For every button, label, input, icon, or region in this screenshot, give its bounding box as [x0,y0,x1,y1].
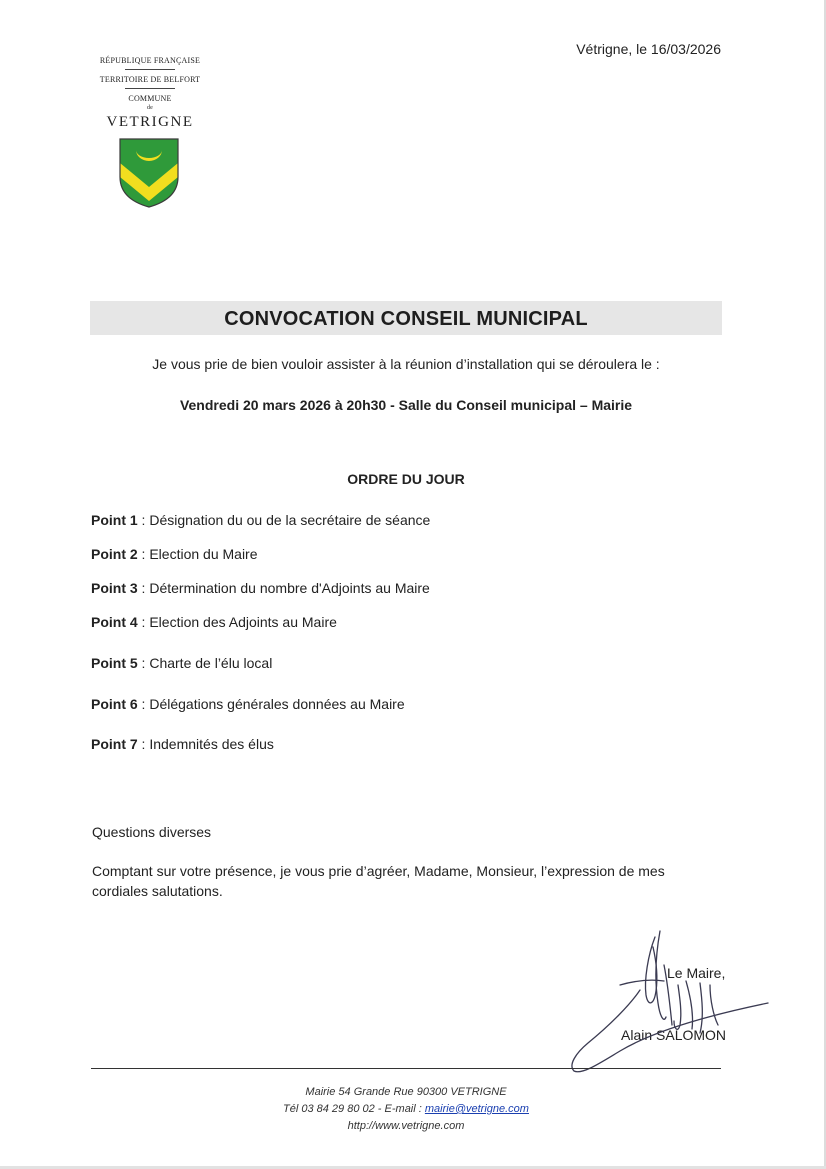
point-label: Point 3 [91,580,138,596]
agenda-point [91,512,430,528]
agenda-point [91,614,337,630]
point-label: Point 4 [91,614,138,630]
point-label: Point 6 [91,696,138,712]
agenda-point [91,546,258,562]
mayor-role: Le Maire, [667,965,726,981]
point-text: : Détermination du nombre d'Adjoints au Maire [137,580,430,596]
intro-text: Je vous prie de bien vouloir assister à la réunion d’installation qui se déroulera le : [152,356,660,372]
footer-address: Mairie 54 Grande Rue 90300 VETRIGNE [305,1086,507,1098]
agenda-point [91,696,405,712]
point-label: Point 2 [91,546,138,562]
point-text: : Election du Maire [137,546,258,562]
point-text: : Indemnités des élus [137,736,274,752]
footer-contact [90,1103,722,1115]
header-divider [125,69,175,70]
agenda-point [91,736,274,752]
point-label: Point 7 [91,736,138,752]
questions-diverses: Questions diverses [92,824,212,840]
footer-divider [91,1068,721,1069]
crest-icon [118,137,180,209]
point-text: : Election des Adjoints au Maire [137,614,337,630]
point-text: : Délégations générales données au Maire [137,696,405,712]
territory-label: TERRITOIRE DE BELFORT [99,75,201,84]
republic-label: RÉPUBLIQUE FRANÇAISE [99,56,201,65]
point-text: : Charte de l’élu local [137,655,273,671]
point-label: Point 1 [91,512,138,528]
signature-icon [560,925,780,1080]
footer-website-link[interactable]: http://www.vetrigne.com [347,1120,465,1132]
point-label: Point 5 [91,655,138,671]
header-divider [125,88,175,89]
closing-line-1: Comptant sur votre présence, je vous prie d’agréer, Madame, Monsieur, l’expression de mes [92,863,665,879]
page-title: CONVOCATION CONSEIL MUNICIPAL [224,308,588,330]
footer-email-link[interactable]: mairie@vetrigne.com [424,1103,529,1115]
footer-phone: Tél 03 84 29 80 02 - E-mail : [283,1103,425,1115]
agenda-point [91,580,430,596]
closing-line-2: cordiales salutations. [92,883,223,899]
point-text: : Désignation du ou de la secrétaire de séance [137,512,431,528]
meeting-details: Vendredi 20 mars 2026 à 20h30 - Salle du Conseil municipal – Mairie [179,397,633,413]
agenda-point [91,655,272,671]
mayor-name: Alain SALOMON [621,1027,727,1043]
commune-label: COMMUNE [128,94,172,103]
agenda-heading: ORDRE DU JOUR [347,471,465,487]
commune-de-label: de [146,105,154,111]
document-date: Vétrigne, le 16/03/2026 [576,41,721,57]
commune-name: VETRIGNE [106,114,194,130]
